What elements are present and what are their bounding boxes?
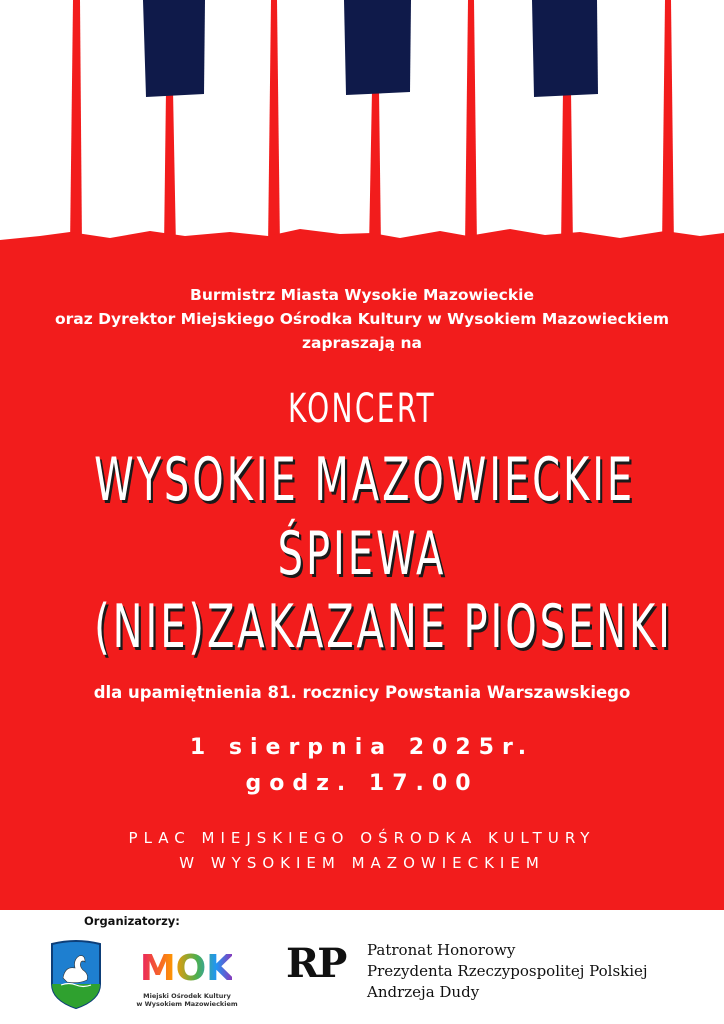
patron-line-2: Prezydenta Rzeczypospolitej Polskiej xyxy=(367,962,648,980)
event-title-line-1: WYSOKIE MAZOWIECKIE xyxy=(94,445,636,515)
intro-line-2: oraz Dyrektor Miejskiego Ośrodka Kultury w Wysokiem Mazowieckiem xyxy=(54,310,670,328)
organizers-label: Organizatorzy: xyxy=(84,914,180,928)
intro-line-3: zapraszają na xyxy=(301,334,423,352)
patron-line-1: Patronat Honorowy xyxy=(367,941,516,959)
event-kind: KONCERT xyxy=(288,386,436,432)
mok-logo xyxy=(142,938,232,998)
intro-line-1: Burmistrz Miasta Wysokie Mazowieckie xyxy=(190,286,534,304)
event-title-line-3: (NIE)ZAKAZANE PIOSENKI xyxy=(94,592,673,662)
intro-text xyxy=(0,283,724,355)
rp-logo: RP xyxy=(286,940,346,987)
footer xyxy=(0,910,724,1024)
event-title-line-2: ŚPIEWA xyxy=(277,519,447,589)
patron-line-3: Andrzeja Dudy xyxy=(367,983,480,1001)
event-time: godz. 17.00 xyxy=(245,771,479,796)
event-date: 1 sierpnia 2025r. xyxy=(189,735,535,760)
mok-logo-text: MOK xyxy=(142,948,232,989)
place-line-2: W WYSOKIEM MAZOWIECKIEM xyxy=(179,854,545,872)
piano-keys-graphic xyxy=(0,0,724,260)
event-place xyxy=(0,826,724,876)
mok-caption-line-2: w Wysokiem Mazowieckiem xyxy=(136,1000,238,1008)
event-subtitle: dla upamiętnienia 81. rocznicy Powstania Warszawskiego xyxy=(93,683,631,702)
mok-caption xyxy=(124,992,250,1008)
place-line-1: PLAC MIEJSKIEGO OŚRODKA KULTURY xyxy=(128,829,596,847)
mok-caption-line-1: Miejski Ośrodek Kultury xyxy=(143,992,231,1000)
town-crest-logo xyxy=(49,938,103,1010)
patronage-text xyxy=(367,940,648,1003)
